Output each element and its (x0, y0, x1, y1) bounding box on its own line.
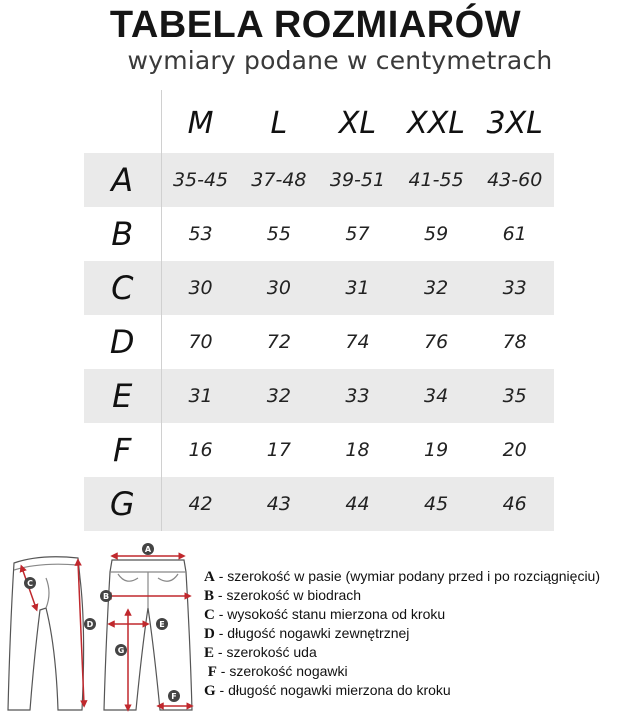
table-cell: 42 (188, 493, 213, 515)
table-cell: 43 (266, 493, 291, 515)
table-cell: 33 (345, 385, 370, 407)
marker-f (168, 690, 180, 702)
table-cell: 32 (266, 385, 291, 407)
table-cell: 37-48 (251, 169, 307, 191)
row-label: F (84, 423, 161, 477)
table-cell: 30 (188, 277, 213, 299)
table-cell: 30 (266, 277, 291, 299)
table-cell: 32 (423, 277, 449, 299)
table-cell: 35-45 (172, 169, 229, 191)
legend-item: G - długość nogawki mierzona do kroku (204, 682, 451, 699)
table-row (84, 315, 554, 369)
page-subtitle: wymiary podane w centymetrach (127, 46, 553, 75)
table-cell: 41-55 (408, 169, 464, 191)
marker-a (142, 543, 154, 555)
marker-c (24, 577, 36, 589)
pants-side-view (8, 557, 84, 710)
row-label: A (84, 153, 161, 207)
table-cell: 76 (423, 331, 449, 353)
size-header-row (84, 90, 554, 153)
legend-item: E - szerokość uda (204, 644, 317, 661)
svg-text:C: C (27, 579, 33, 588)
table-cell: 17 (266, 439, 291, 461)
size-table (84, 90, 554, 531)
marker-e (156, 618, 168, 630)
table-cell: 59 (423, 223, 449, 245)
legend-item: C - wysokość stanu mierzona od kroku (204, 606, 446, 623)
size-col-header: 3XL (486, 106, 543, 141)
svg-text:A: A (144, 545, 152, 554)
legend-item: D - długość nogawki zewnętrznej (204, 625, 410, 642)
size-col-header: XL (338, 106, 377, 141)
marker-b (100, 590, 112, 602)
legend-item: A - szerokość w pasie (wymiar podany przed i po rozciągnięciu) (204, 568, 601, 585)
table-cell: 70 (188, 331, 213, 353)
row-label: B (84, 207, 161, 261)
svg-text:G: G (117, 646, 125, 655)
size-col-header: L (270, 106, 288, 141)
measurement-legend (204, 567, 624, 700)
table-cell: 78 (502, 331, 527, 353)
table-cell: 39-51 (329, 169, 386, 191)
table-row (84, 369, 554, 423)
marker-g (115, 644, 127, 656)
legend-item: B - szerokość w biodrach (204, 587, 362, 604)
table-cell: 43-60 (487, 169, 543, 191)
table-row (84, 423, 554, 477)
pants-front-view (104, 560, 192, 710)
row-label: G (84, 477, 161, 531)
table-cell: 46 (502, 493, 527, 515)
table-cell: 35 (502, 385, 527, 407)
row-label: E (84, 369, 161, 423)
legend-item: F - szerokość nogawki (207, 663, 348, 680)
corner-cell (84, 90, 161, 153)
table-cell: 34 (423, 385, 449, 407)
marker-d (84, 618, 96, 630)
table-cell: 18 (345, 439, 370, 461)
table-cell: 72 (266, 331, 291, 353)
table-cell: 19 (423, 439, 449, 461)
svg-text:D: D (86, 620, 94, 629)
pants-diagram (0, 538, 200, 715)
svg-text:F: F (171, 692, 177, 701)
table-cell: 33 (502, 277, 527, 299)
table-cell: 44 (345, 493, 370, 515)
table-row (84, 207, 554, 261)
table-cell: 31 (345, 277, 370, 299)
table-cell: 31 (188, 385, 213, 407)
table-row (84, 477, 554, 531)
table-cell: 57 (345, 223, 370, 245)
table-cell: 45 (423, 493, 449, 515)
table-cell: 74 (345, 331, 370, 353)
table-cell: 61 (502, 223, 527, 245)
table-cell: 16 (188, 439, 213, 461)
table-cell: 53 (188, 223, 213, 245)
row-label: D (84, 315, 161, 369)
table-row (84, 153, 554, 207)
table-cell: 55 (266, 223, 291, 245)
row-label: C (84, 261, 161, 315)
table-row (84, 261, 554, 315)
svg-text:B: B (102, 592, 110, 601)
size-col-header: M (187, 106, 214, 141)
page-title: TABELA ROZMIARÓW (109, 4, 522, 46)
size-col-header: XXL (407, 106, 465, 141)
svg-text:E: E (159, 620, 165, 629)
table-cell: 20 (502, 439, 527, 461)
measurement-lines (22, 556, 190, 708)
